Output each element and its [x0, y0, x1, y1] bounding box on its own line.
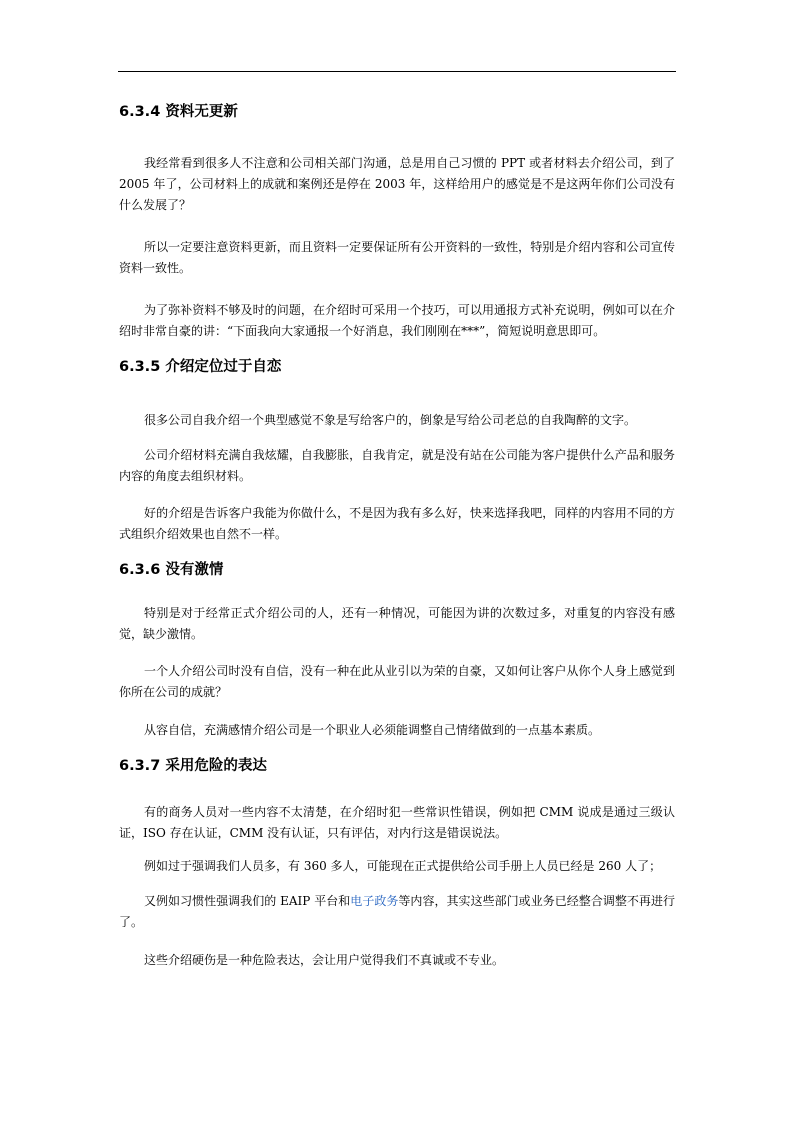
paragraph: 好的介绍是告诉客户我能为你做什么，不是因为我有多么好，快来选择我吧，同样的内容用不同的方式组织介绍效果也自然不一样。	[119, 506, 675, 541]
paragraph: 有的商务人员对一些内容不太清楚，在介绍时犯一些常识性错误，例如把 CMM 说成是通过三级认证，ISO 存在认证，CMM 没有认证，只有评估，对内行这是错误说法。	[119, 805, 675, 840]
paragraph: 很多公司自我介绍一个典型感觉不象是写给客户的，倒象是写给公司老总的自我陶醉的文字。	[144, 413, 637, 427]
section-heading-6-3-6: 6.3.6 没有激情	[119, 562, 224, 578]
paragraph-text-before-link: 又例如习惯性强调我们的 EAIP 平台和	[144, 894, 351, 908]
paragraph: 一个人介绍公司时没有自信，没有一种在此从业引以为荣的自豪，又如何让客户从你个人身上感觉到你所在公司的成就？	[119, 664, 675, 699]
document-body	[119, 102, 675, 971]
paragraph: 例如过于强调我们人员多，有 360 多人，可能现在正式提供给公司手册上人员已经是 260 人了；	[144, 859, 662, 873]
section-heading-6-3-5: 6.3.5 介绍定位过于自恋	[119, 359, 282, 375]
section-heading-6-3-7: 6.3.7 采用危险的表达	[119, 758, 267, 774]
paragraph-text-after-link: 等内容，其实这些部门或业务已经整合调整不再进行了。	[119, 894, 675, 929]
paragraph: 我经常看到很多人不注意和公司相关部门沟通，总是用自己习惯的 PPT 或者材料去介绍公司，到了 2005 年了，公司材料上的成就和案例还是停在 2003 年，这样给用户的感觉是不是这两年你们公司没有什么发展了？	[119, 156, 675, 212]
paragraph: 特别是对于经常正式介绍公司的人，还有一种情况，可能因为讲的次数过多，对重复的内容没有感觉，缺少激情。	[119, 606, 675, 641]
header-rule	[118, 71, 676, 72]
section-heading-6-3-4: 6.3.4 资料无更新	[119, 104, 238, 120]
e-government-link[interactable]: 电子政务	[350, 894, 399, 908]
paragraph-with-link	[119, 891, 675, 933]
paragraph: 这些介绍硬伤是一种危险表达，会让用户觉得我们不真诚或不专业。	[144, 953, 505, 967]
paragraph: 所以一定要注意资料更新，而且资料一定要保证所有公开资料的一致性，特别是介绍内容和公司宣传资料一致性。	[119, 240, 675, 275]
paragraph: 从容自信，充满感情介绍公司是一个职业人必须能调整自己情绪做到的一点基本素质。	[144, 723, 601, 737]
paragraph: 为了弥补资料不够及时的问题，在介绍时可采用一个技巧，可以用通报方式补充说明，例如可以在介绍时非常自豪的讲：“下面我向大家通报一个好消息，我们刚刚在***”，简短说明意思即可。	[119, 303, 675, 338]
paragraph: 公司介绍材料充满自我炫耀，自我膨胀，自我肯定，就是没有站在公司能为客户提供什么产品和服务内容的角度去组织材料。	[119, 448, 675, 483]
